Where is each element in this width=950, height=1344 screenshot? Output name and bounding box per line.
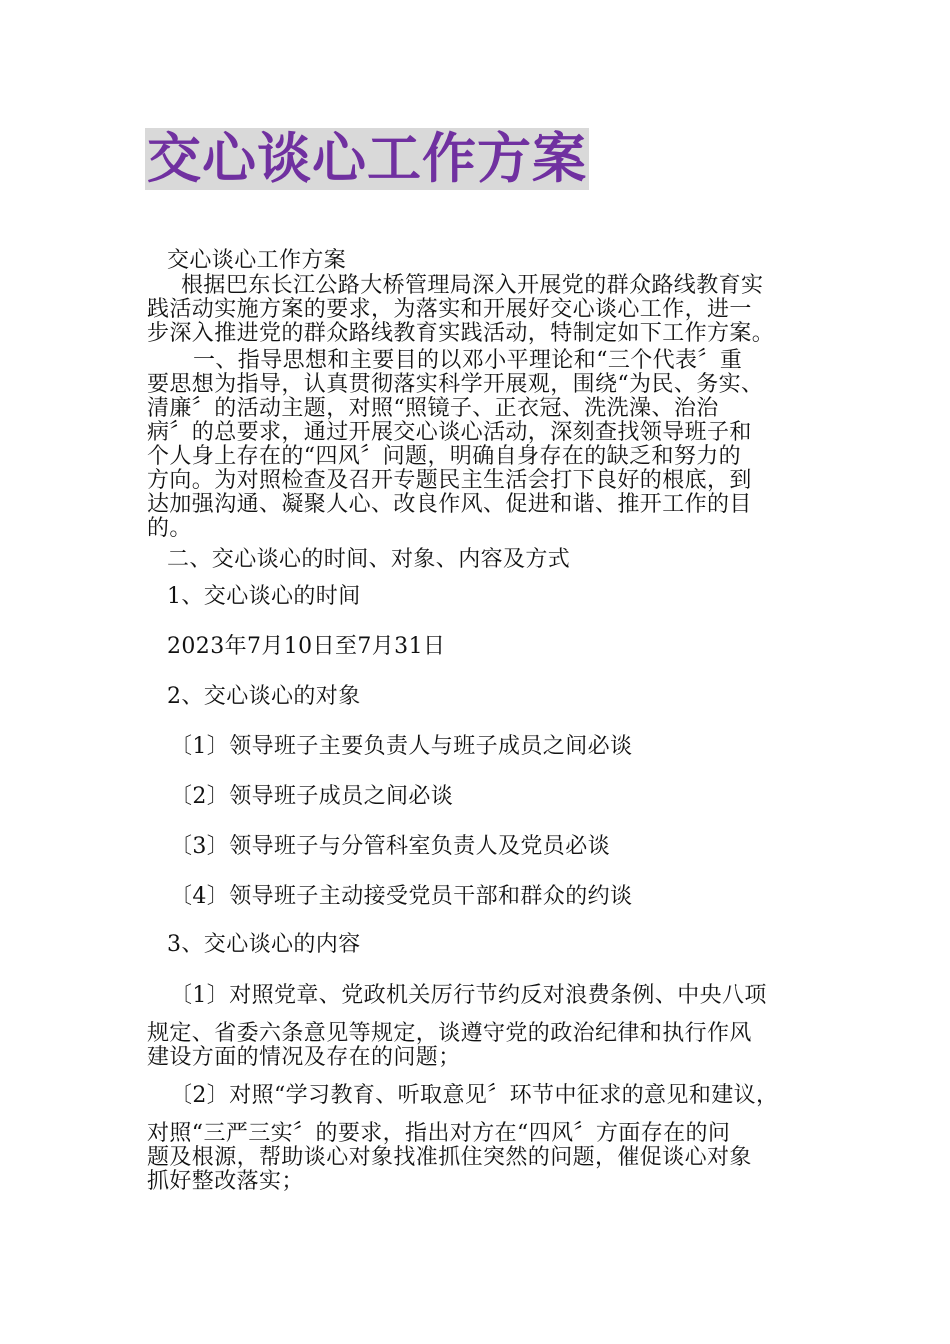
object-item: 〔1〕领导班子主要负责人与班子成员之间必谈	[170, 734, 633, 759]
section-2-heading: 二、交心谈心的时间、对象、内容及方式	[167, 547, 571, 572]
section-1-line: 个人身上存在的“四风〞问题，明确自身存在的缺乏和努力的	[147, 444, 742, 469]
section-1-paragraph	[147, 349, 827, 541]
section-1-line: 的。	[147, 516, 192, 541]
content-item-1-line: 建设方面的情况及存在的问题；	[147, 1045, 461, 1070]
object-item: 〔3〕领导班子与分管科室负责人及党员必谈	[170, 834, 610, 859]
intro-line: 根据巴东长江公路大桥管理局深入开展党的群众路线教育实	[181, 273, 764, 298]
section-1-line: 一、指导思想和主要目的以邓小平理论和“三个代表〞重	[193, 348, 743, 373]
content-item-1-first-line: 〔1〕对照党章、党政机关厉行节约反对浪费条例、中央八项	[170, 983, 767, 1008]
section-1-line: 要思想为指导，认真贯彻落实科学开展观，围绕“为民、务实、	[147, 372, 764, 397]
time-value: 2023年7月10日至7月31日	[167, 634, 446, 659]
intro-line: 践活动实施方案的要求，为落实和开展好交心谈心工作，进一	[147, 297, 752, 322]
content-item-2-line: 抓好整改落实；	[147, 1169, 304, 1194]
intro-paragraph	[147, 274, 827, 346]
document-subtitle: 交心谈心工作方案	[167, 248, 347, 273]
time-heading: 1、交心谈心的时间	[167, 584, 361, 609]
object-item: 〔2〕领导班子成员之间必谈	[170, 784, 454, 809]
content-item-1-line: 规定、省委六条意见等规定，谈遵守党的政治纪律和执行作风	[147, 1021, 752, 1046]
content-heading: 3、交心谈心的内容	[167, 932, 361, 957]
content-item-2-line: 对照“三严三实〞的要求，指出对方在“四风〞方面存在的问	[147, 1121, 731, 1146]
section-1-line: 达加强沟通、凝聚人心、改良作风、促进和谐、推开工作的目	[147, 492, 752, 517]
document-title: 交心谈心工作方案	[147, 127, 587, 190]
content-item-1-continuation	[147, 1022, 827, 1070]
section-1-line: 清廉〞的活动主题，对照“照镜子、正衣冠、洗洗澡、治治	[147, 396, 719, 421]
object-item: 〔4〕领导班子主动接受党员干部和群众的约谈	[170, 884, 633, 909]
object-heading: 2、交心谈心的对象	[167, 684, 361, 709]
intro-line: 步深入推进党的群众路线教育实践活动，特制定如下工作方案。	[147, 321, 775, 346]
content-item-2-first-line: 〔2〕对照“学习教育、听取意见〞环节中征求的意见和建议，	[170, 1083, 779, 1108]
section-1-line: 方向。为对照检查及召开专题民主生活会打下良好的根底，到	[147, 468, 752, 493]
section-1-line: 病〞的总要求，通过开展交心谈心活动，深刻查找领导班子和	[147, 420, 752, 445]
content-item-2-line: 题及根源，帮助谈心对象找准抓住突然的问题，催促谈心对象	[147, 1145, 752, 1170]
content-item-2-continuation	[147, 1122, 827, 1194]
